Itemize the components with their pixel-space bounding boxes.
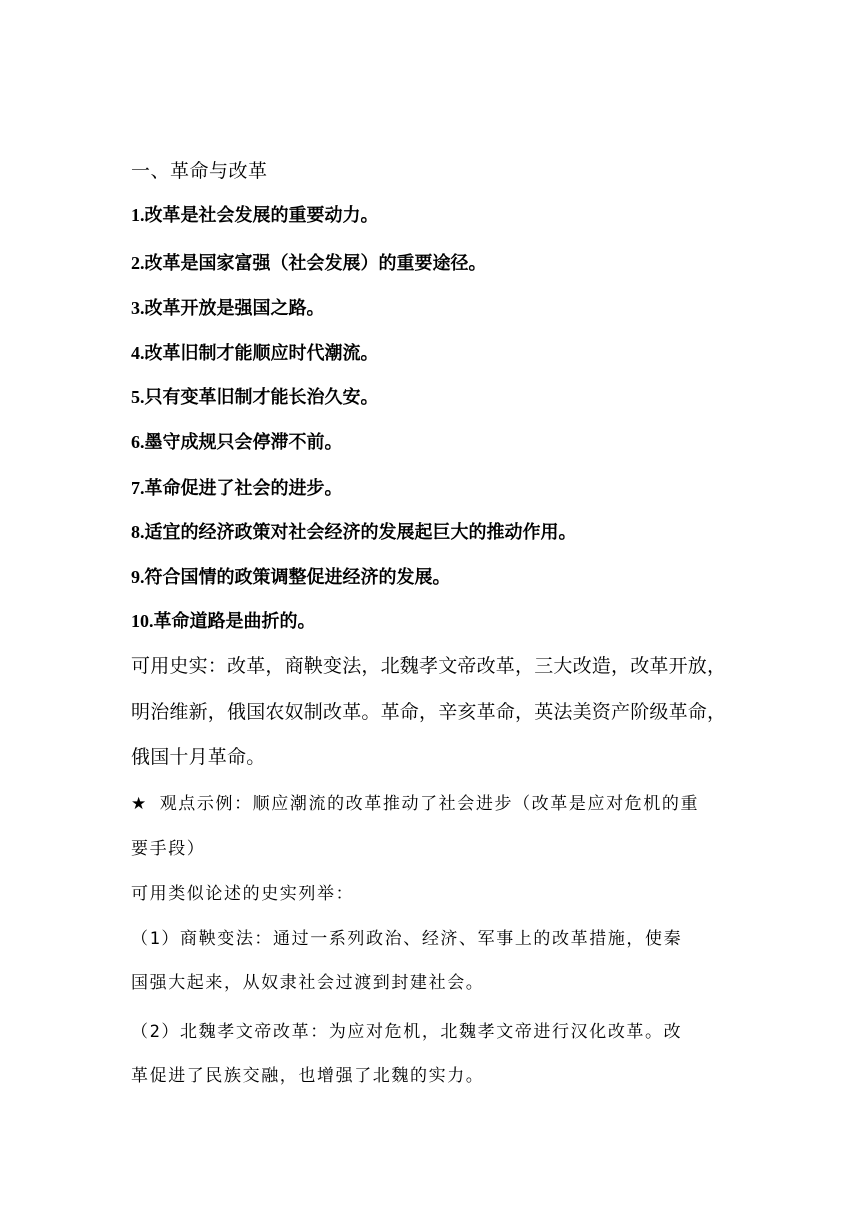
facts-line: 可用史实：改革，商鞅变法，北魏孝文帝改革，三大改造，改革开放，	[131, 655, 727, 677]
point-text: 革命道路是曲折的。	[153, 611, 316, 632]
point-number: 10.	[131, 611, 154, 631]
point-4	[131, 344, 379, 363]
example-line: 国强大起来，从奴隶社会过渡到封建社会。	[131, 973, 485, 993]
point-8	[131, 523, 577, 542]
point-text: 墨守成规只会停滞不前。	[144, 432, 343, 453]
facts-line: 俄国十月革命。	[131, 746, 266, 768]
point-6	[131, 433, 343, 452]
point-text: 只有变革旧制才能长治久安。	[144, 387, 379, 408]
point-text: 革命促进了社会的进步。	[144, 478, 343, 499]
point-7	[131, 479, 343, 498]
point-number: 7.	[131, 478, 145, 498]
point-number: 3.	[131, 298, 145, 318]
star-icon: ★	[131, 794, 148, 814]
viewpoint-line	[131, 796, 699, 813]
facts-line: 明治维新，俄国农奴制改革。革命，辛亥革命，英法美资产阶级革命，	[131, 701, 727, 723]
point-text: 改革开放是强国之路。	[144, 298, 325, 319]
point-number: 4.	[131, 343, 145, 363]
point-text: 改革是社会发展的重要动力。	[144, 205, 379, 226]
example-line: （1）商鞅变法：通过一系列政治、经济、军事上的改革措施，使秦	[131, 929, 683, 949]
list-intro: 可用类似论述的史实列举：	[131, 884, 355, 904]
point-10	[131, 612, 316, 631]
point-number: 8.	[131, 522, 145, 542]
point-9	[131, 568, 451, 587]
point-number: 1.	[131, 205, 145, 225]
point-2	[131, 254, 487, 273]
viewpoint-line: 要手段）	[131, 839, 206, 859]
example-line: 革促进了民族交融，也增强了北魏的实力。	[131, 1066, 485, 1086]
point-3	[131, 299, 325, 318]
example-line: （2）北魏孝文帝改革：为应对危机，北魏孝文帝进行汉化改革。改	[131, 1022, 683, 1042]
point-number: 9.	[131, 567, 145, 587]
viewpoint-text: 观点示例：顺应潮流的改革推动了社会进步（改革是应对危机的重	[159, 794, 700, 814]
point-5	[131, 388, 379, 407]
point-text: 改革是国家富强（社会发展）的重要途径。	[144, 253, 487, 274]
point-number: 6.	[131, 432, 145, 452]
point-1	[131, 206, 379, 225]
point-text: 适宜的经济政策对社会经济的发展起巨大的推动作用。	[144, 522, 577, 543]
section-title: 一、革命与改革	[131, 160, 268, 182]
point-text: 改革旧制才能顺应时代潮流。	[144, 343, 379, 364]
point-number: 5.	[131, 387, 145, 407]
point-text: 符合国情的政策调整促进经济的发展。	[144, 567, 451, 588]
point-number: 2.	[131, 253, 145, 273]
